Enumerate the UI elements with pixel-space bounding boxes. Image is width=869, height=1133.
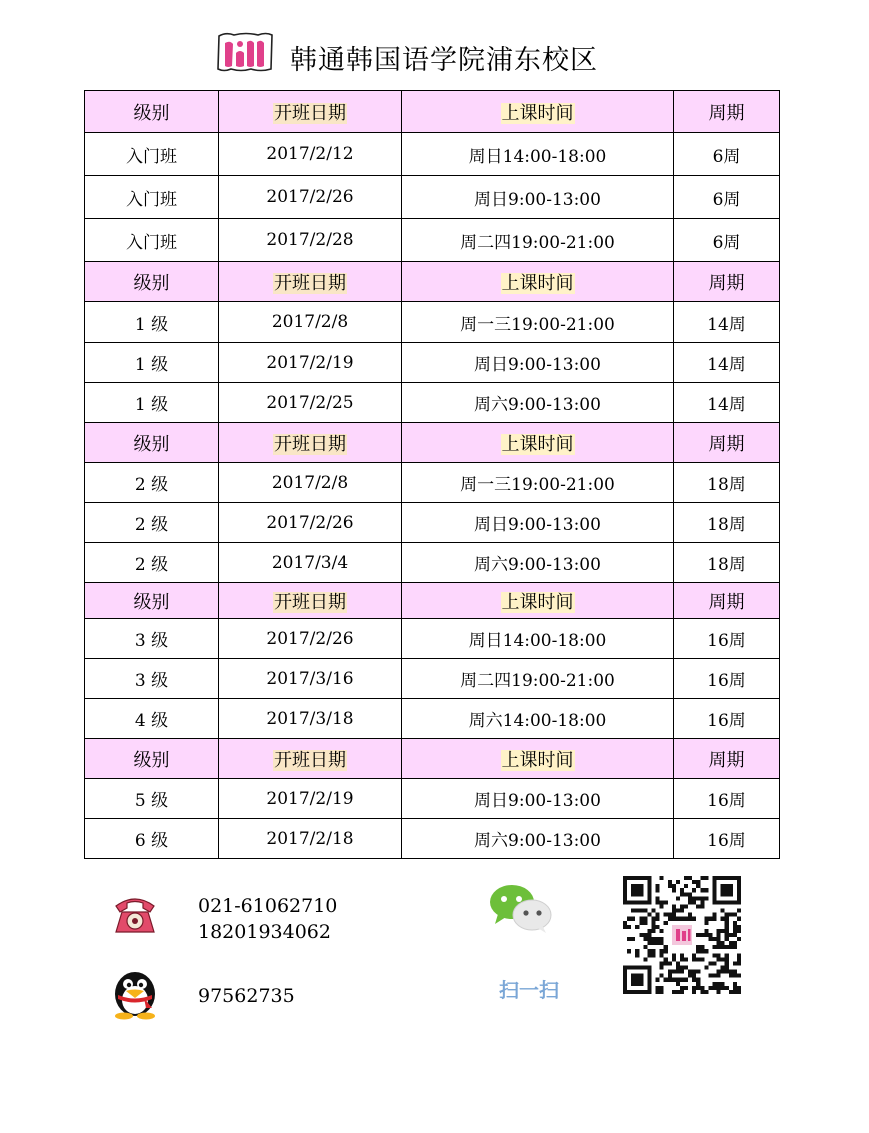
- header-cell-col-class-time: [402, 583, 674, 619]
- header-label: 周期: [708, 591, 745, 613]
- table-header-row: [85, 262, 780, 302]
- qq-penguin-icon: [106, 968, 164, 1020]
- header-label: 开班日期: [274, 272, 346, 294]
- col-start-date: 2017/2/26: [219, 503, 402, 543]
- header-label: 开班日期: [274, 433, 346, 455]
- col-duration: 18周: [674, 463, 780, 503]
- col-class-time: 周日9:00-13:00: [402, 779, 674, 819]
- table-row: [85, 819, 780, 859]
- header-label: 级别: [133, 272, 170, 294]
- header-label: 开班日期: [274, 749, 346, 771]
- header-label: 开班日期: [274, 102, 346, 124]
- col-duration: 16周: [674, 779, 780, 819]
- table-row: [85, 659, 780, 699]
- header-cell-col-duration: [674, 262, 780, 302]
- col-start-date: 2017/2/28: [219, 219, 402, 262]
- col-duration: 14周: [674, 302, 780, 343]
- col-level: 6 级: [85, 819, 219, 859]
- header-cell-col-level: [85, 423, 219, 463]
- header-cell-col-start-date: [219, 423, 402, 463]
- col-duration: 18周: [674, 503, 780, 543]
- table-header-row: [85, 91, 780, 133]
- header-cell-col-level: [85, 262, 219, 302]
- col-level: 3 级: [85, 619, 219, 659]
- table-row: [85, 302, 780, 343]
- col-duration: 6周: [674, 219, 780, 262]
- col-class-time: 周日9:00-13:00: [402, 343, 674, 383]
- header-label: 级别: [133, 591, 170, 613]
- phone-number-1: 021-61062710: [198, 895, 338, 917]
- table-row: [85, 699, 780, 739]
- table-header-row: [85, 739, 780, 779]
- col-level: 3 级: [85, 659, 219, 699]
- header-label: 级别: [133, 102, 170, 124]
- table-row: [85, 543, 780, 583]
- col-class-time: 周日9:00-13:00: [402, 176, 674, 219]
- header-cell-col-class-time: [402, 91, 674, 133]
- header-cell-col-start-date: [219, 262, 402, 302]
- col-start-date: 2017/2/26: [219, 619, 402, 659]
- header-label: 上课时间: [501, 272, 574, 294]
- header-cell-col-class-time: [402, 423, 674, 463]
- table-row: [85, 383, 780, 423]
- header-cell-col-duration: [674, 583, 780, 619]
- col-duration: 18周: [674, 543, 780, 583]
- header-cell-col-level: [85, 739, 219, 779]
- col-start-date: 2017/2/12: [219, 133, 402, 176]
- col-level: 入门班: [85, 133, 219, 176]
- header-cell-col-start-date: [219, 583, 402, 619]
- col-level: 入门班: [85, 219, 219, 262]
- table-header-row: [85, 423, 780, 463]
- col-class-time: 周一三19:00-21:00: [402, 302, 674, 343]
- col-level: 1 级: [85, 302, 219, 343]
- col-duration: 16周: [674, 819, 780, 859]
- col-class-time: 周二四19:00-21:00: [402, 219, 674, 262]
- table-row: [85, 176, 780, 219]
- table-header-row: [85, 583, 780, 619]
- phone-number-2: 18201934062: [198, 921, 331, 943]
- header-label: 周期: [708, 272, 745, 294]
- col-class-time: 周日9:00-13:00: [402, 503, 674, 543]
- table-row: [85, 133, 780, 176]
- col-class-time: 周六9:00-13:00: [402, 819, 674, 859]
- header-label: 上课时间: [501, 433, 574, 455]
- header-label: 开班日期: [274, 591, 346, 613]
- col-start-date: 2017/2/19: [219, 343, 402, 383]
- col-duration: 16周: [674, 699, 780, 739]
- header-cell-col-start-date: [219, 739, 402, 779]
- table-row: [85, 779, 780, 819]
- col-start-date: 2017/3/16: [219, 659, 402, 699]
- table-row: [85, 619, 780, 659]
- header-cell-col-duration: [674, 739, 780, 779]
- col-level: 5 级: [85, 779, 219, 819]
- header-cell-col-class-time: [402, 739, 674, 779]
- header-cell-col-duration: [674, 91, 780, 133]
- col-level: 2 级: [85, 463, 219, 503]
- wechat-icon: [488, 882, 554, 934]
- col-duration: 16周: [674, 619, 780, 659]
- header-label: 周期: [708, 749, 745, 771]
- col-duration: 6周: [674, 176, 780, 219]
- col-start-date: 2017/2/8: [219, 302, 402, 343]
- table-row: [85, 219, 780, 262]
- header-label: 上课时间: [501, 749, 574, 771]
- header-label: 上课时间: [501, 591, 574, 613]
- col-level: 1 级: [85, 343, 219, 383]
- school-logo-icon: [216, 31, 274, 73]
- header-label: 周期: [708, 433, 745, 455]
- header-cell-col-level: [85, 583, 219, 619]
- col-level: 4 级: [85, 699, 219, 739]
- scan-label: 扫一扫: [499, 978, 559, 1002]
- qq-number: 97562735: [198, 985, 295, 1007]
- header-cell-col-class-time: [402, 262, 674, 302]
- header-label: 级别: [133, 749, 170, 771]
- qr-code: [623, 876, 741, 994]
- col-duration: 6周: [674, 133, 780, 176]
- col-level: 2 级: [85, 543, 219, 583]
- page-header: [0, 30, 869, 80]
- header-cell-col-level: [85, 91, 219, 133]
- header-cell-col-start-date: [219, 91, 402, 133]
- col-duration: 14周: [674, 343, 780, 383]
- col-class-time: 周日14:00-18:00: [402, 133, 674, 176]
- col-duration: 16周: [674, 659, 780, 699]
- col-start-date: 2017/2/19: [219, 779, 402, 819]
- header-label: 上课时间: [501, 102, 574, 124]
- col-level: 2 级: [85, 503, 219, 543]
- table-row: [85, 503, 780, 543]
- col-start-date: 2017/2/26: [219, 176, 402, 219]
- col-class-time: 周一三19:00-21:00: [402, 463, 674, 503]
- col-class-time: 周六9:00-13:00: [402, 543, 674, 583]
- header-cell-col-duration: [674, 423, 780, 463]
- col-level: 1 级: [85, 383, 219, 423]
- header-label: 级别: [133, 433, 170, 455]
- table-row: [85, 463, 780, 503]
- col-class-time: 周六9:00-13:00: [402, 383, 674, 423]
- col-level: 入门班: [85, 176, 219, 219]
- col-start-date: 2017/2/25: [219, 383, 402, 423]
- col-class-time: 周日14:00-18:00: [402, 619, 674, 659]
- col-start-date: 2017/2/8: [219, 463, 402, 503]
- col-duration: 14周: [674, 383, 780, 423]
- col-class-time: 周六14:00-18:00: [402, 699, 674, 739]
- table-row: [85, 343, 780, 383]
- class-schedule-table: [84, 90, 780, 859]
- col-class-time: 周二四19:00-21:00: [402, 659, 674, 699]
- col-start-date: 2017/3/18: [219, 699, 402, 739]
- col-start-date: 2017/2/18: [219, 819, 402, 859]
- telephone-icon: [110, 888, 160, 938]
- header-label: 周期: [708, 102, 745, 124]
- page-title: 韩通韩国语学院浦东校区: [290, 45, 598, 76]
- col-start-date: 2017/3/4: [219, 543, 402, 583]
